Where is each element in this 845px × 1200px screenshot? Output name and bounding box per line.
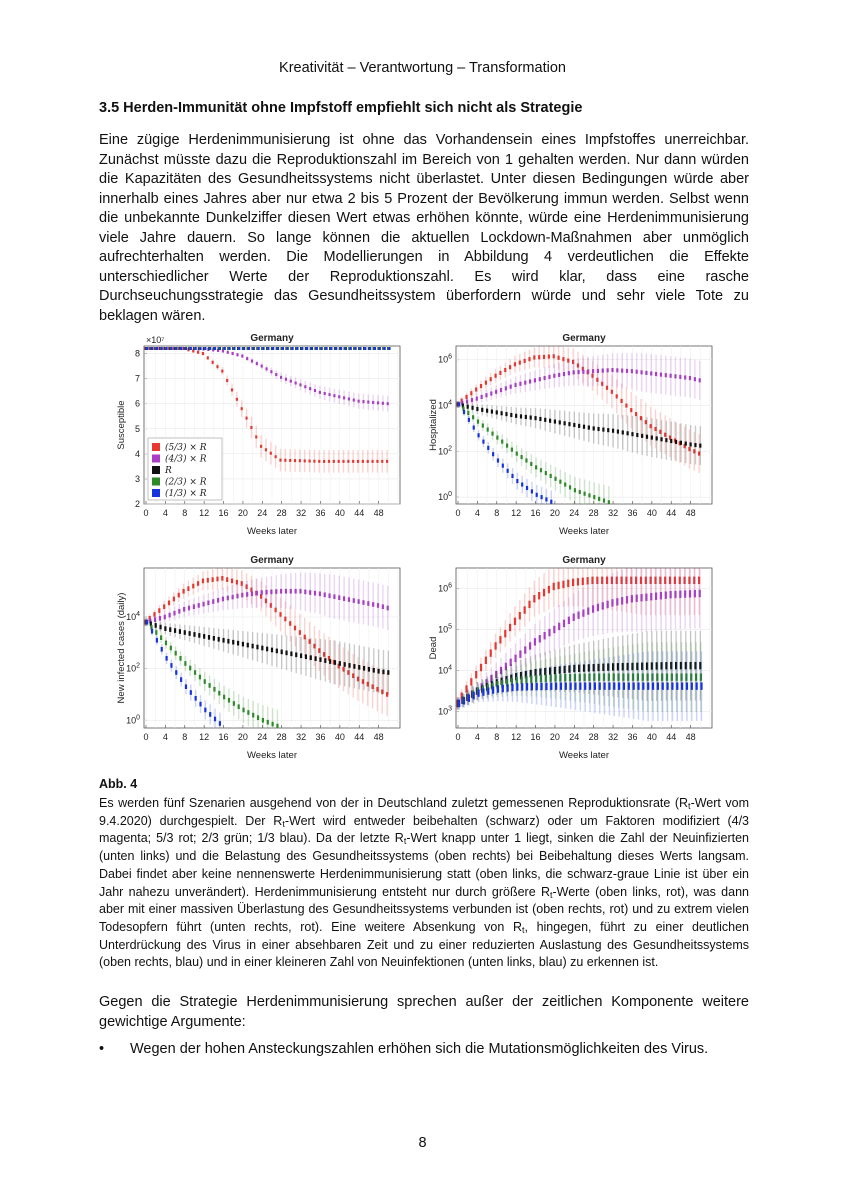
chart-title: Germany xyxy=(250,555,294,566)
x-tick-label: 36 xyxy=(315,508,326,518)
caption-subscript: t xyxy=(549,889,553,900)
section-paragraph: Eine zügige Herdenimmunisierung ist ohne das Vorhandensein eines Impfstoffes unerreichbar. Zunächst müsste dazu die Reproduktionszahl im Bereich von 1 gehalten werden. Nur dann würden die Kapazitäten des Gesundheitssystems nicht überlastet. Unter diesen Bedingungen würde aber innerhalb eines Jahres aber nur etwa 2 bis 5 Prozent der Bevölkerung immun werden. Selbst wenn die unbekannte Dunkelziffer diesen Wert etwas erhöhen könnte, würde eine Herdenimmunisierung viele Jahre dauern. So lange können die aktuellen Lockdown-Maßnahmen aber unmöglich aufrechterhalten werden. Die Modellierungen in Abbildung 4 verdeutlichen die Effekte unterschiedlicher Werte der Reproduktionszahl. Es wird klar, dass eine rasche Durchseuchungsstrategie das Gesundheitssystem überfordern würde und sehr viele Tote zu beklagen wären. xyxy=(99,132,749,324)
x-tick-label: 48 xyxy=(685,508,696,518)
x-tick-label: 12 xyxy=(199,732,210,742)
chart-panel-3 xyxy=(116,555,400,761)
x-axis-label: Weeks later xyxy=(247,526,297,537)
x-tick-label: 4 xyxy=(162,732,168,742)
legend-label: (1/3) × R xyxy=(165,489,207,499)
x-tick-label: 24 xyxy=(569,508,580,518)
x-axis-label: Weeks later xyxy=(247,750,297,761)
x-tick-label: 36 xyxy=(627,732,638,742)
x-tick-label: 24 xyxy=(569,732,580,742)
y-axis-label: Dead xyxy=(428,636,439,660)
x-tick-label: 0 xyxy=(143,508,149,518)
x-tick-label: 28 xyxy=(588,508,599,518)
x-tick-label: 0 xyxy=(455,508,461,518)
x-tick-label: 40 xyxy=(334,732,345,742)
chart-title: Germany xyxy=(562,333,606,344)
x-tick-label: 4 xyxy=(162,508,168,518)
caption-part: -Wert vom 9.4.2020) durchgespielt. Der R xyxy=(99,796,749,828)
x-tick-label: 48 xyxy=(373,732,384,742)
x-tick-label: 20 xyxy=(549,732,560,742)
x-tick-label: 32 xyxy=(608,508,619,518)
legend-swatch xyxy=(152,466,160,474)
x-tick-label: 20 xyxy=(237,508,248,518)
x-tick-label: 8 xyxy=(494,732,500,742)
x-axis-label: Weeks later xyxy=(559,526,609,537)
y-axis-label: New infected cases (daily) xyxy=(116,592,127,704)
legend-label: (2/3) × R xyxy=(165,477,207,488)
x-tick-label: 4 xyxy=(474,508,480,518)
caption-subscript: t xyxy=(521,924,525,935)
legend-label: R xyxy=(165,466,172,476)
bullet-icon: • xyxy=(99,1041,105,1057)
y-tick-label: $10^0$ xyxy=(438,491,452,503)
running-header: Kreativität – Verantwortung – Transformation xyxy=(279,60,566,76)
figure-4-panels xyxy=(112,326,724,774)
y-tick-label: $10^4$ xyxy=(438,664,452,676)
y-tick-label: $10^4$ xyxy=(438,399,452,411)
x-tick-label: 40 xyxy=(646,732,657,742)
x-tick-label: 16 xyxy=(218,732,229,742)
x-tick-label: 0 xyxy=(455,732,461,742)
chart-panel-4 xyxy=(428,545,712,761)
x-tick-label: 12 xyxy=(511,732,522,742)
x-axis-label: Weeks later xyxy=(559,750,609,761)
closing-paragraph: Gegen die Strategie Herdenimmunisierung sprechen außer der zeitlichen Komponente weitere gewichtige Argumente: xyxy=(99,994,749,1030)
y-axis-label: Susceptible xyxy=(116,400,127,450)
x-tick-label: 44 xyxy=(354,508,365,518)
caption-part: -Werte (oben links, rot), was dann aber mit einer massiven Überlastung des Gesundheitssystems verbunden ist (oben rechts, rot) und zu extrem vielen Todesopfern führt (unten rechts, rot). Eine weitere Absenkung von R xyxy=(99,884,749,934)
x-tick-label: 48 xyxy=(373,508,384,518)
x-tick-label: 48 xyxy=(685,732,696,742)
x-tick-label: 40 xyxy=(334,508,345,518)
legend-swatch xyxy=(152,455,160,463)
caption-part: -Wert wird entweder beibehalten (schwarz) oder um Faktoren modifiziert (4/3 magenta; 5/3 rot; 2/3 grün; 1/3 blau). Da der letzte R xyxy=(99,813,749,846)
caption-part: -Wert knapp unter 1 liegt, sinken die Zahl der Neuinfizierten (unten links) und die Belastung des Gesundheitssystems (oben rechts) bei Beibehaltung dieses Werts langsam. Dabei findet aber keine nennenswerte Herdenimmunisierung statt (oben links, die schwarz-graue Linie ist über ein Jahr nahezu unverändert). Herdenimmunisierung entsteht nur durch größere R xyxy=(99,831,749,899)
x-tick-label: 16 xyxy=(218,508,229,518)
y-tick-label: $10^5$ xyxy=(438,623,452,635)
x-tick-label: 32 xyxy=(608,732,619,742)
caption-subscript: t xyxy=(403,836,407,847)
x-tick-label: 24 xyxy=(257,732,268,742)
x-tick-label: 28 xyxy=(276,508,287,518)
x-tick-label: 8 xyxy=(182,732,188,742)
caption-subscript: t xyxy=(282,818,285,829)
page-number: 8 xyxy=(418,1135,427,1151)
legend-label: (4/3) × R xyxy=(165,454,207,465)
y-tick-label: 8 xyxy=(134,348,140,359)
x-tick-label: 0 xyxy=(143,732,149,742)
legend-swatch xyxy=(152,443,160,451)
y-tick-label: $10^3$ xyxy=(438,705,452,717)
y-multiplier: ×10⁷ xyxy=(146,335,165,345)
x-tick-label: 44 xyxy=(666,732,677,742)
caption-subscript: t xyxy=(688,801,691,811)
x-tick-label: 16 xyxy=(530,732,541,742)
figure-4 xyxy=(112,326,724,774)
x-tick-label: 44 xyxy=(354,732,365,742)
x-tick-label: 12 xyxy=(511,508,522,518)
x-tick-label: 36 xyxy=(315,732,326,742)
y-tick-label: $10^6$ xyxy=(438,582,452,594)
caption-part: , hingegen, führt zu einer deutlichen Unterdrückung des Virus in einer absehbaren Zeit und zu einer reduzierten Auslastung des Gesundheitssystems (oben rechts, blau) und in einer kleineren Zahl von Neuinfektionen (unten links, blau) zu erkennen ist. xyxy=(99,919,749,970)
y-tick-label: 2 xyxy=(134,499,140,509)
bullet-text: Wegen der hohen Ansteckungszahlen erhöhen sich die Mutationsmöglichkeiten des Virus. xyxy=(130,1041,709,1057)
y-tick-label: 6 xyxy=(134,398,140,409)
section-heading: 3.5 Herden-Immunität ohne Impfstoff empfiehlt sich nicht als Strategie xyxy=(99,100,583,116)
x-tick-label: 28 xyxy=(588,732,599,742)
x-tick-label: 24 xyxy=(257,508,268,518)
x-tick-label: 8 xyxy=(494,508,500,518)
y-tick-label: 5 xyxy=(134,423,140,434)
legend xyxy=(148,438,222,500)
y-tick-label: $10^2$ xyxy=(126,662,140,674)
x-tick-label: 4 xyxy=(474,732,480,742)
legend-swatch xyxy=(152,478,160,486)
x-tick-label: 32 xyxy=(296,732,307,742)
chart-title: Germany xyxy=(562,555,606,566)
y-tick-label: $10^2$ xyxy=(438,445,452,457)
caption-title: Abb. 4 xyxy=(99,777,138,791)
y-tick-label: $10^0$ xyxy=(126,714,140,726)
chart-panel-1 xyxy=(116,333,400,537)
legend-swatch xyxy=(152,489,160,497)
x-tick-label: 20 xyxy=(549,508,560,518)
x-tick-label: 28 xyxy=(276,732,287,742)
x-tick-label: 44 xyxy=(666,508,677,518)
x-tick-label: 32 xyxy=(296,508,307,518)
x-tick-label: 36 xyxy=(627,508,638,518)
x-tick-label: 40 xyxy=(646,508,657,518)
y-axis-label: Hospitalized xyxy=(428,399,439,451)
x-tick-label: 16 xyxy=(530,508,541,518)
chart-title: Germany xyxy=(250,333,294,344)
x-tick-label: 12 xyxy=(199,508,210,518)
x-tick-label: 8 xyxy=(182,508,188,518)
y-tick-label: 4 xyxy=(134,448,140,459)
y-tick-label: $10^6$ xyxy=(438,353,452,365)
y-tick-label: $10^4$ xyxy=(126,611,140,623)
y-tick-label: 7 xyxy=(134,373,140,384)
y-tick-label: 3 xyxy=(134,473,140,484)
caption-part: Es werden fünf Szenarien ausgehend von der in Deutschland zuletzt gemessenen Reproduktionsrate (R xyxy=(99,796,689,810)
chart-panel-2 xyxy=(428,333,712,537)
caption-text xyxy=(99,795,749,972)
x-tick-label: 20 xyxy=(237,732,248,742)
legend-label: (5/3) × R xyxy=(165,443,207,453)
